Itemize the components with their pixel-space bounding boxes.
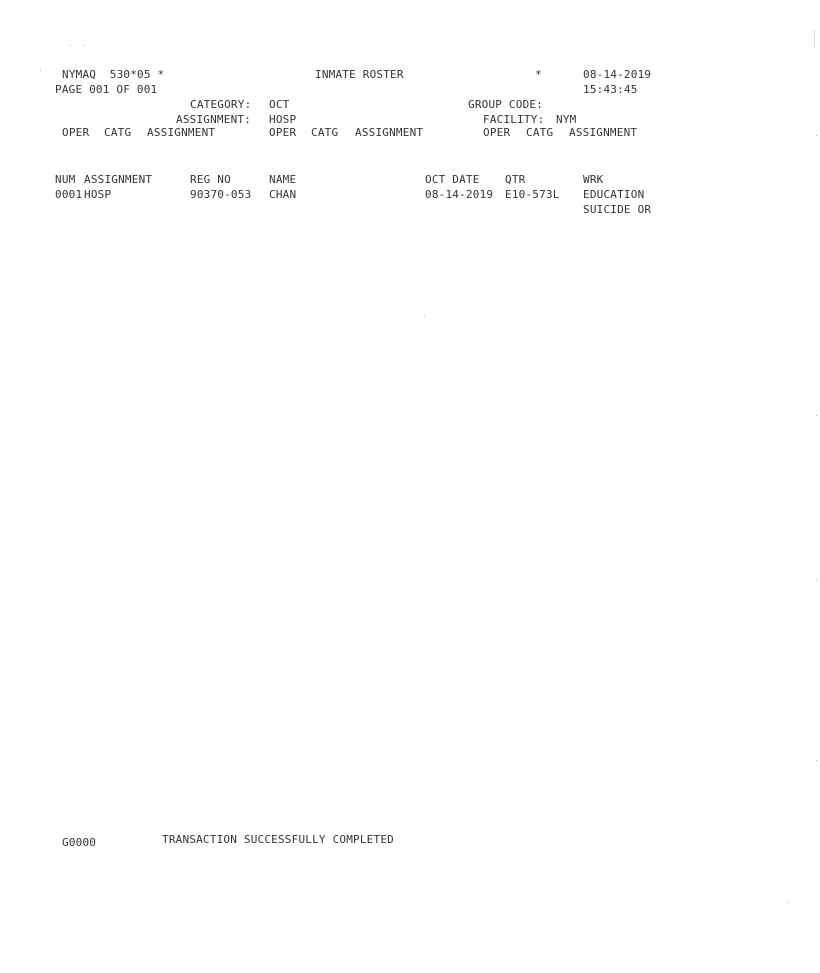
row-assignment: HOSP: [84, 188, 112, 201]
row-oct-date: 08-14-2019: [425, 188, 494, 201]
criteria-oper-2: OPER: [269, 126, 297, 139]
scan-speck: [424, 316, 425, 317]
criteria-assignment-2: ASSIGNMENT: [355, 126, 424, 139]
col-num: NUM: [55, 173, 76, 186]
criteria-assignment-1: ASSIGNMENT: [147, 126, 216, 139]
scan-speck: [816, 415, 817, 416]
page-number: PAGE 001 OF 001: [55, 83, 158, 96]
header-star: *: [535, 68, 542, 81]
status-message: TRANSACTION SUCCESSFULLY COMPLETED: [162, 833, 394, 846]
criteria-catg-1: CATG: [104, 126, 132, 139]
col-reg-no: REG NO: [190, 173, 231, 186]
scan-speck: [84, 45, 85, 46]
col-wrk: WRK: [583, 173, 604, 186]
scan-speck: [40, 70, 41, 71]
scan-speck: [816, 760, 817, 761]
report-title: INMATE ROSTER: [315, 68, 404, 81]
scan-speck: [816, 135, 817, 136]
category-label: CATEGORY:: [190, 98, 252, 111]
scan-edge-mark: [814, 30, 815, 48]
row-qtr: E10-573L: [505, 188, 560, 201]
criteria-assignment-3: ASSIGNMENT: [569, 126, 638, 139]
report-time: 15:43:45: [583, 83, 638, 96]
facility-value: NYM: [556, 113, 577, 126]
scan-speck: [70, 45, 71, 46]
row-wrk-line2: SUICIDE OR: [583, 203, 652, 216]
col-assignment: ASSIGNMENT: [84, 173, 153, 186]
col-oct-date: OCT DATE: [425, 173, 480, 186]
row-reg-no: 90370-053: [190, 188, 252, 201]
criteria-oper-1: OPER: [62, 126, 90, 139]
system-id: NYMAQ 530*05 *: [62, 68, 165, 81]
status-code: G0000: [62, 836, 97, 849]
row-wrk: EDUCATION: [583, 188, 645, 201]
criteria-catg-3: CATG: [526, 126, 554, 139]
assignment-label: ASSIGNMENT:: [176, 113, 252, 126]
scan-speck: [788, 902, 789, 903]
col-qtr: QTR: [505, 173, 526, 186]
facility-label: FACILITY:: [483, 113, 545, 126]
assignment-value: HOSP: [269, 113, 297, 126]
group-code-label: GROUP CODE:: [468, 98, 544, 111]
row-num: 0001: [55, 188, 83, 201]
criteria-catg-2: CATG: [311, 126, 339, 139]
report-date: 08-14-2019: [583, 68, 652, 81]
row-name: CHAN: [269, 188, 297, 201]
criteria-oper-3: OPER: [483, 126, 511, 139]
category-value: OCT: [269, 98, 290, 111]
scan-speck: [816, 580, 817, 581]
col-name: NAME: [269, 173, 297, 186]
